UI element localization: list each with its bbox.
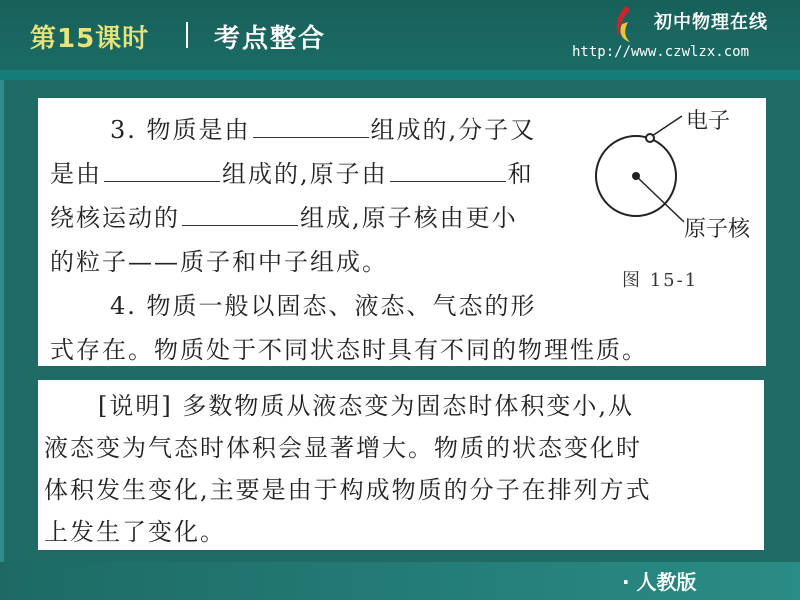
fill-blank <box>104 159 220 182</box>
text-line-1 <box>110 110 536 145</box>
note-line-4: 上发生了变化。 <box>44 518 226 546</box>
text-line-2 <box>50 154 534 189</box>
text-segment: 3. 物质是由 <box>110 116 251 144</box>
text-line-4: 的粒子——质子和中子组成。 <box>50 248 388 276</box>
text-segment: 组成,原子核由更小 <box>300 204 518 232</box>
label-electron: 电子 <box>686 109 731 134</box>
note-line-2: 液态变为气态时体积会显著增大。物质的状态变化时 <box>44 434 642 462</box>
lesson-number: 第15课时 <box>30 24 150 54</box>
text-segment: 组成的,原子由 <box>222 160 388 188</box>
text-segment: 是由 <box>50 160 102 188</box>
figure-caption: 图 15-1 <box>622 270 699 291</box>
note-line-1: [说明] 多数物质从液态变为固态时体积变小,从 <box>98 392 634 420</box>
fill-blank <box>182 203 298 226</box>
text-line-3 <box>50 198 518 233</box>
electron-pointer <box>652 116 682 136</box>
site-name: 初中物理在线 <box>654 12 768 33</box>
edition-label: · 人教版 <box>622 570 697 594</box>
text-line-6: 式存在。物质处于不同状态时具有不同的物理性质。 <box>50 336 648 364</box>
text-segment: 绕核运动的 <box>50 204 180 232</box>
label-nucleus: 原子核 <box>684 217 751 242</box>
title-divider <box>186 22 188 48</box>
side-strip <box>0 80 4 580</box>
content-card <box>38 98 766 366</box>
text-segment: 组成的,分子又 <box>370 116 537 144</box>
note-line-3: 体积发生变化,主要是由于构成物质的分子在排列方式 <box>44 476 652 504</box>
text-segment: 和 <box>507 160 534 188</box>
site-url[interactable]: http://www.czwlzx.com <box>572 44 750 60</box>
note-card <box>38 380 764 550</box>
page-title: 考点整合 <box>214 24 327 54</box>
header-band <box>0 70 800 80</box>
fill-blank <box>390 159 506 182</box>
text-line-5: 4. 物质一般以固态、液态、气态的形 <box>110 292 537 320</box>
fill-blank <box>253 115 369 138</box>
site-logo-icon <box>608 4 638 44</box>
